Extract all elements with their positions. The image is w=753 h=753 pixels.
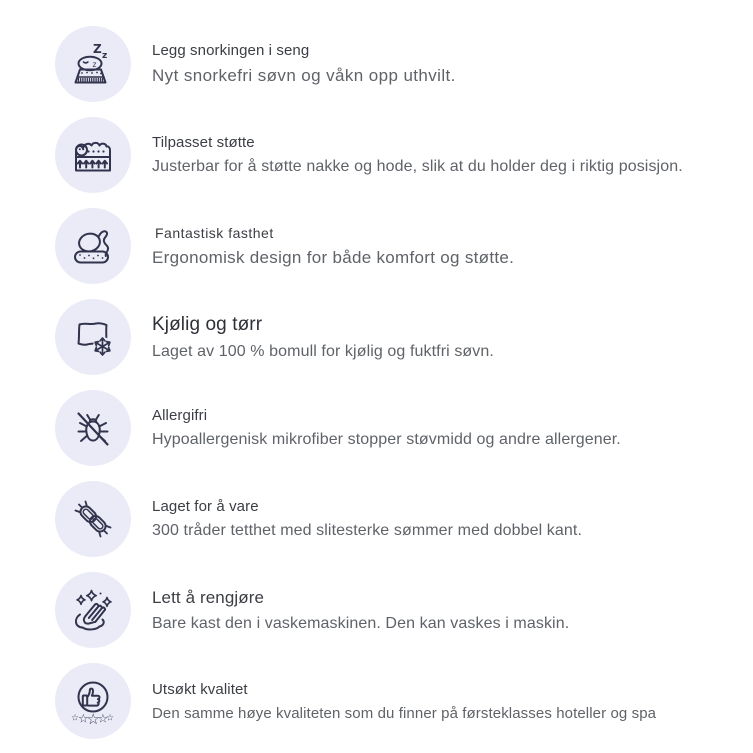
feature-description: Laget av 100 % bomull for kjølig og fuktfri søvn. bbox=[152, 342, 494, 360]
feature-row bbox=[55, 572, 717, 648]
svg-text:z: z bbox=[102, 51, 108, 61]
feature-title: Legg snorkingen i seng bbox=[152, 42, 310, 59]
easy-clean-hand-icon bbox=[55, 572, 131, 648]
feature-text bbox=[152, 407, 621, 449]
feature-row bbox=[55, 117, 717, 193]
feature-row bbox=[55, 481, 717, 557]
feature-row bbox=[55, 663, 717, 739]
feature-description: Ergonomisk design for både komfort og støtte. bbox=[152, 247, 515, 267]
feature-text bbox=[152, 134, 683, 176]
feature-row bbox=[55, 299, 717, 375]
durable-chain-icon bbox=[55, 481, 131, 557]
feature-text bbox=[152, 681, 656, 722]
feature-text bbox=[152, 498, 582, 540]
svg-text:☆: ☆ bbox=[86, 710, 100, 725]
svg-text:☆: ☆ bbox=[78, 711, 89, 725]
cool-dry-snowflake-icon bbox=[55, 299, 131, 375]
feature-text bbox=[152, 314, 494, 361]
feature-description: Justerbar for å støtte nakke og hode, slik at du holder deg i riktig posisjon. bbox=[152, 158, 683, 175]
feature-title: Tilpasset støtte bbox=[152, 134, 255, 151]
feature-row bbox=[55, 208, 717, 284]
quality-thumbs-up-icon bbox=[55, 663, 131, 739]
feature-text bbox=[152, 225, 514, 268]
feature-title: Fantastisk fasthet bbox=[155, 224, 274, 241]
svg-text:Z: Z bbox=[93, 42, 102, 56]
feature-text bbox=[152, 588, 569, 633]
allergy-free-mite-icon bbox=[55, 390, 131, 466]
feature-description: Hypoallergenisk mikrofiber stopper støvmidd og andre allergener. bbox=[152, 431, 621, 448]
feature-title: Laget for å vare bbox=[152, 498, 259, 515]
feature-description: Bare kast den i vaskemaskinen. Den kan vaskes i maskin. bbox=[152, 614, 570, 632]
feature-description: Den samme høye kvaliteten som du finner på førsteklasses hoteller og spa bbox=[152, 704, 657, 722]
feature-title: Utsøkt kvalitet bbox=[152, 680, 248, 698]
svg-text:☆: ☆ bbox=[71, 713, 80, 724]
svg-text:☆: ☆ bbox=[97, 711, 109, 725]
feature-row bbox=[55, 390, 717, 466]
feature-title: Lett å rengjøre bbox=[152, 587, 265, 607]
feature-description: Nyt snorkefri søvn og våkn opp uthvilt. bbox=[152, 66, 456, 85]
svg-text:☆: ☆ bbox=[106, 713, 115, 724]
svg-text:z: z bbox=[92, 60, 97, 69]
feature-description: 300 tråder tetthet med slitesterke sømmer med dobbel kant. bbox=[152, 522, 582, 539]
adjustable-support-icon bbox=[55, 117, 131, 193]
feature-row bbox=[55, 26, 717, 102]
feature-text bbox=[152, 42, 456, 86]
feature-title: Allergifri bbox=[152, 407, 208, 424]
firmness-pillow-icon bbox=[55, 208, 131, 284]
snore-mattress-icon bbox=[55, 26, 131, 102]
feature-title: Kjølig og tørr bbox=[152, 313, 263, 335]
